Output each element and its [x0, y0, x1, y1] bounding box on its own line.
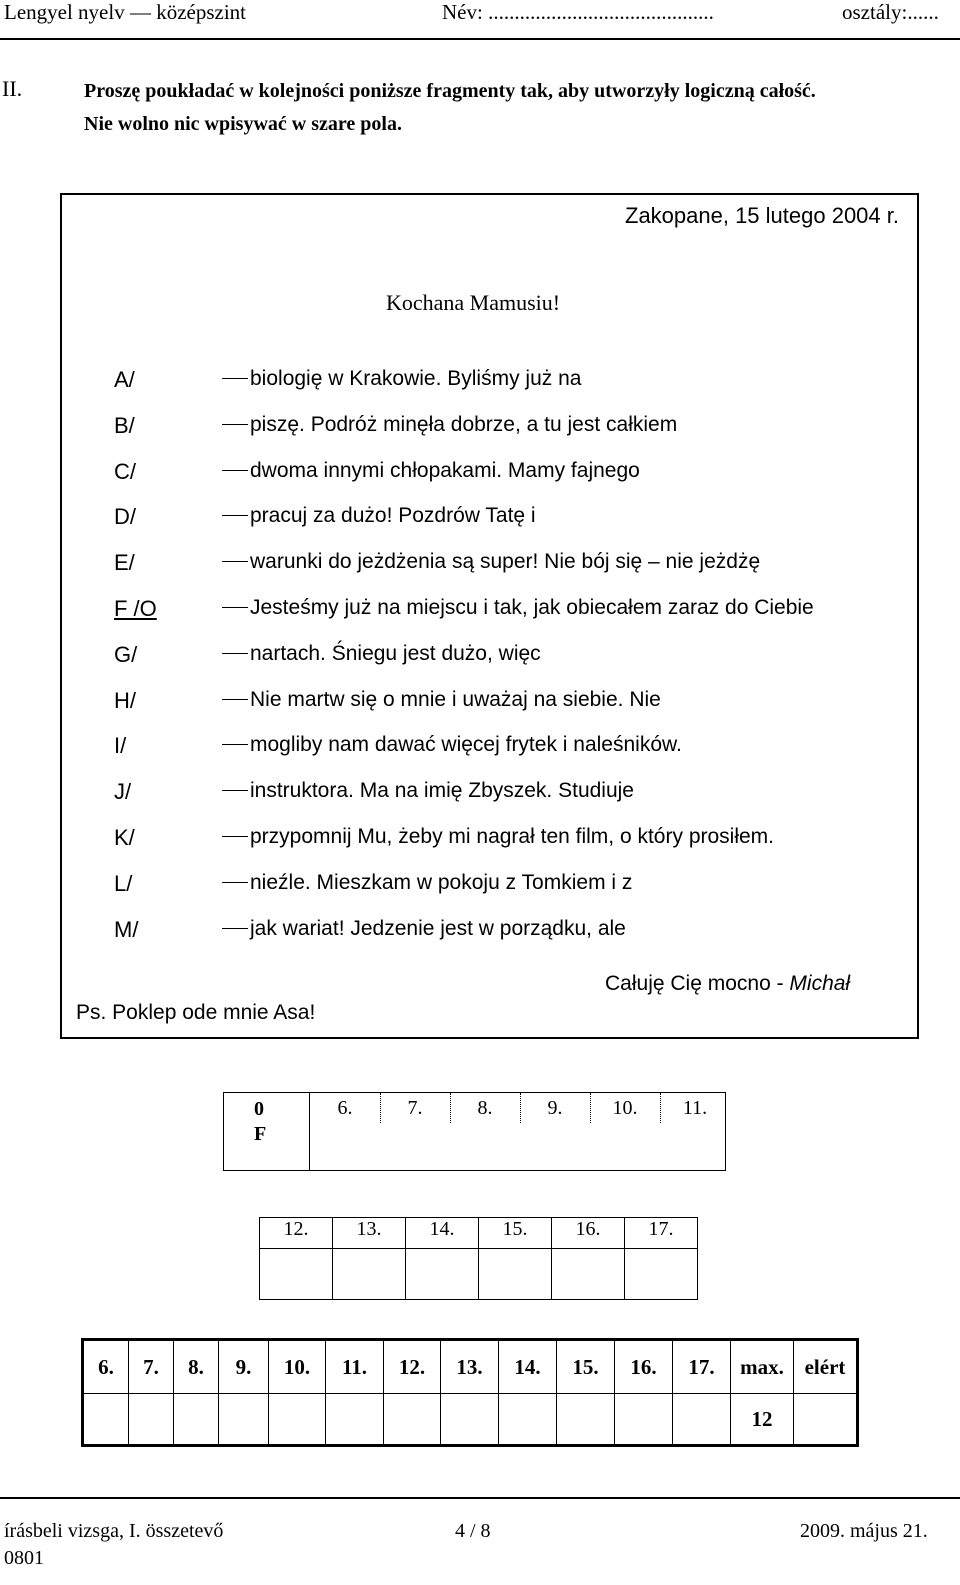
fragment-key: L/ [114, 870, 133, 896]
fragment-key: A/ [114, 367, 135, 392]
column-label: 9. [547, 1097, 563, 1119]
score-cell[interactable] [83, 1394, 129, 1446]
fragment-key: I/ [114, 733, 127, 759]
answer-grid-2-header: 12. [260, 1218, 333, 1249]
answer-grid-1-column [590, 1093, 661, 1123]
score-cell[interactable] [557, 1394, 615, 1446]
example-cell [224, 1093, 310, 1170]
fragment-row [0, 917, 960, 947]
answer-grid-1-column [310, 1093, 381, 1123]
instruction-line-2: Nie wolno nic wpisywać w szare pola. [84, 113, 402, 135]
fragment-dash [222, 607, 248, 608]
fragment-text: instruktora. Ma na imię Zbyszek. Studiuje [250, 779, 634, 803]
fragment-text-wrap [222, 688, 661, 712]
fragment-row [0, 367, 960, 397]
footer-date: 2009. május 21. [800, 1520, 928, 1542]
score-cell[interactable] [499, 1394, 557, 1446]
footer-page-number: 4 / 8 [455, 1520, 491, 1542]
fragment-key: G/ [114, 641, 138, 667]
fragment-text-wrap [222, 459, 640, 483]
fragment-dash [222, 515, 248, 516]
fragment-dash [222, 653, 248, 654]
fragment-row [0, 779, 960, 809]
answer-input-cell[interactable] [260, 1249, 333, 1300]
fragment-text: nieźle. Mieszkam w pokoju z Tomkiem i z [250, 870, 633, 894]
header-name-field: Név: ........................................... [442, 0, 714, 24]
fragment-text-wrap [222, 413, 677, 437]
score-table-header: 7. [129, 1340, 174, 1394]
letter-signoff [605, 972, 850, 996]
section-number: II. [2, 76, 23, 101]
fragment-dash [222, 561, 248, 562]
letter-greeting: Kochana Mamusiu! [386, 290, 561, 315]
score-cell[interactable] [794, 1394, 858, 1446]
answer-input-cell[interactable] [479, 1249, 552, 1300]
answer-grid-1-column [520, 1093, 591, 1123]
fragment-text: Jesteśmy już na miejscu i tak, jak obiecałem zaraz do Ciebie [250, 596, 814, 619]
fragment-dash [222, 699, 248, 700]
fragment-key: D/ [114, 504, 136, 530]
fragment-key: K/ [114, 825, 135, 850]
fragment-row [0, 688, 960, 718]
fragment-row [0, 642, 960, 672]
fragment-text-wrap [222, 733, 682, 757]
fragment-dash [222, 928, 248, 929]
place-date: Zakopane, 15 lutego 2004 r. [625, 203, 899, 228]
fragment-text-wrap [222, 871, 632, 895]
score-table-header: 6. [83, 1340, 129, 1394]
answer-grid-2-header: 17. [625, 1218, 698, 1249]
fragment-text: warunki do jeżdżenia są super! Nie bój się – nie jeżdżę [250, 550, 761, 574]
answer-grid-1-column [380, 1093, 451, 1123]
fragment-text: przypomnij Mu, żeby mi nagrał ten film, o który prosiłem. [250, 825, 775, 848]
fragment-dash [222, 424, 248, 425]
fragment-row [0, 504, 960, 534]
fragment-text: mogliby nam dawać więcej frytek i naleśników. [250, 733, 682, 757]
column-label: 11. [682, 1097, 708, 1119]
column-label: 8. [477, 1097, 493, 1119]
score-table-header: 9. [219, 1340, 269, 1394]
fragment-key: J/ [114, 779, 132, 805]
score-cell[interactable] [673, 1394, 731, 1446]
fragment-text-wrap [222, 504, 536, 528]
fragment-text: dwoma innymi chłopakami. Mamy fajnego [250, 458, 640, 482]
score-cell[interactable] [326, 1394, 384, 1446]
signoff-text: Całuję Cię mocno - [605, 972, 790, 995]
fragment-text: pracuj za dużo! Pozdrów Tatę i [250, 504, 536, 528]
fragment-row [0, 413, 960, 443]
fragment-dash [222, 836, 248, 837]
fragment-key: H/ [114, 687, 136, 713]
signoff-name: Michał [789, 972, 851, 995]
answer-grid-2-header: 15. [479, 1218, 552, 1249]
answer-input-cell[interactable] [406, 1249, 479, 1300]
column-label: 10. [612, 1097, 638, 1119]
fragment-text-wrap [222, 779, 634, 803]
score-table-header: 10. [269, 1340, 326, 1394]
score-table-header: max. [731, 1340, 794, 1394]
fragment-text-wrap [222, 596, 814, 620]
score-table-header: 8. [174, 1340, 219, 1394]
fragment-row [0, 550, 960, 580]
fragment-row [0, 733, 960, 763]
page-header [0, 0, 960, 40]
score-table-header: 17. [673, 1340, 731, 1394]
score-table-header: 14. [499, 1340, 557, 1394]
fragment-key: B/ [114, 412, 135, 438]
score-table-header: 16. [615, 1340, 673, 1394]
score-table-header: 15. [557, 1340, 615, 1394]
answer-grid-2-header: 14. [406, 1218, 479, 1249]
header-class-field: osztály:...... [842, 0, 939, 24]
score-cell: 12 [731, 1394, 794, 1446]
score-cell[interactable] [174, 1394, 219, 1446]
score-cell[interactable] [384, 1394, 441, 1446]
footer-divider [0, 1497, 960, 1499]
example-answer: F [254, 1123, 267, 1145]
header-divider [0, 38, 960, 40]
postscript: Ps. Poklep ode mnie Asa! [76, 1001, 316, 1024]
fragment-key: C/ [114, 458, 136, 484]
answer-grid-1-column [660, 1093, 730, 1123]
answer-grid-2 [259, 1217, 698, 1300]
fragment-dash [222, 378, 248, 379]
header-subject: Lengyel nyelv — középszint [4, 0, 247, 24]
score-table-header: elért [794, 1340, 858, 1394]
column-label: 7. [407, 1097, 423, 1119]
fragment-row [0, 871, 960, 901]
fragment-text: biologię w Krakowie. Byliśmy już na [250, 367, 582, 390]
footer-exam-type: írásbeli vizsga, I. összetevő [4, 1520, 224, 1542]
fragment-text: Nie martw się o mnie i uważaj na siebie. Nie [250, 687, 661, 711]
fragment-text-wrap [222, 825, 774, 849]
score-table-header: 12. [384, 1340, 441, 1394]
fragment-key: F /O [114, 596, 157, 621]
fragment-dash [222, 470, 248, 471]
fragment-text: piszę. Podróż minęła dobrze, a tu jest całkiem [250, 412, 678, 436]
fragment-dash [222, 744, 248, 745]
score-table-header: 13. [441, 1340, 499, 1394]
score-cell[interactable] [269, 1394, 326, 1446]
fragment-text-wrap [222, 550, 760, 574]
footer-code: 0801 [4, 1547, 44, 1569]
score-cell[interactable] [219, 1394, 269, 1446]
score-cell[interactable] [441, 1394, 499, 1446]
fragment-text-wrap [222, 367, 581, 391]
fragment-dash [222, 790, 248, 791]
fragment-row [0, 596, 960, 626]
fragment-text-wrap [222, 642, 541, 666]
fragment-key: M/ [114, 916, 139, 942]
answer-grid-1 [223, 1092, 726, 1171]
score-cell[interactable] [129, 1394, 174, 1446]
instruction-line-1: Proszę poukładać w kolejności poniższe fragmenty tak, aby utworzyły logiczną całość. [84, 80, 816, 102]
answer-input-cell[interactable] [552, 1249, 625, 1300]
answer-grid-2-header: 16. [552, 1218, 625, 1249]
fragment-text: nartach. Śniegu jest dużo, więc [250, 641, 541, 665]
fragment-key: E/ [114, 550, 135, 576]
answer-input-cell[interactable] [333, 1249, 406, 1300]
answer-input-cell[interactable] [625, 1249, 698, 1300]
fragment-row [0, 825, 960, 855]
score-table-header: 11. [326, 1340, 384, 1394]
fragment-dash [222, 882, 248, 883]
answer-grid-2-header: 13. [333, 1218, 406, 1249]
fragment-text-wrap [222, 917, 626, 941]
score-cell[interactable] [615, 1394, 673, 1446]
answer-grid-1-column [450, 1093, 521, 1123]
score-table [81, 1338, 859, 1447]
column-label: 6. [337, 1097, 353, 1119]
fragment-row [0, 459, 960, 489]
fragment-text: jak wariat! Jedzenie jest w porządku, ale [250, 916, 626, 940]
example-zero-label: 0 [254, 1098, 264, 1120]
